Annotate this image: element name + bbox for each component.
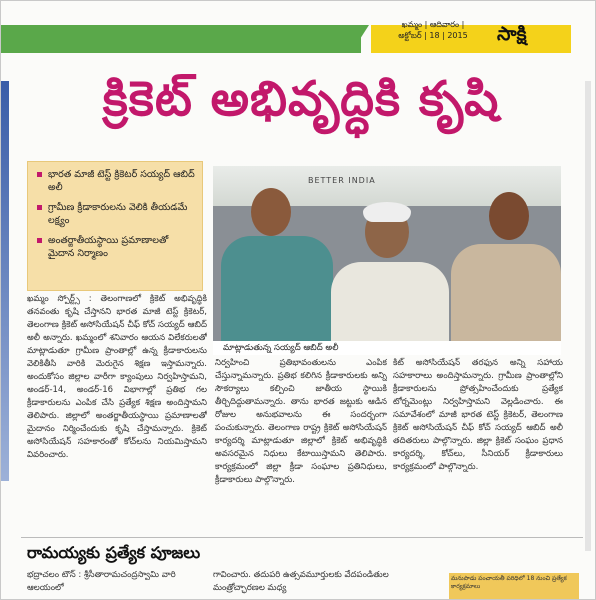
person-left bbox=[221, 236, 333, 341]
second-story-headline: రామయ్యకు ప్రత్యేక పూజలు bbox=[27, 543, 201, 562]
highlight-item: గ్రామీణ క్రీడాకారులను వెలికి తీయడమే లక్ష్యం bbox=[34, 201, 196, 227]
person-left-head bbox=[251, 188, 291, 236]
article-text: కిట్ అసోసియేషన్ తరఫున అన్ని సహాయ సహకారాలు అందిస్తామన్నారు. గ్రామీణ ప్రాంతాల్లోని క్రీడాకారులను ప్రోత్సహించేందుకు ప్రత్యేక టోర్నమెంట్లు నిర్వహిస్తామని వెల్లడించారు. ఈ సమావేశంలో మాజీ భారత టెస్ట్ క్రికెటర్, తెలంగాణ క్రికెట్ అసోసియేషన్ చీఫ్ కోచ్ సయ్యద్ ఆబిద్ అలీ తదితరులు పాల్గొన్నారు. జిల్లా క్రికెట్ సంఘం ప్రధాన కార్యదర్శి, కోచ్‌లు, సీనియర్ క్రీడాకారులు కార్యక్రమంలో పాల్గొన్నారు. bbox=[393, 358, 563, 472]
news-photo bbox=[213, 166, 561, 341]
highlight-item: భారత మాజీ టెస్ట్ క్రికెటర్ సయ్యద్ ఆబిద్ అలీ bbox=[34, 168, 196, 194]
top-bar bbox=[1, 19, 595, 59]
headline bbox=[21, 61, 581, 149]
article-column-1 bbox=[27, 293, 207, 527]
masthead-logo: సాక్షి bbox=[497, 23, 527, 45]
highlights-box bbox=[27, 161, 203, 291]
green-band-notch bbox=[351, 25, 369, 53]
dateline-line-2: అక్టోబర్ | 18 | 2015 bbox=[398, 31, 468, 40]
person-right bbox=[451, 244, 561, 341]
left-edge-strip bbox=[1, 81, 9, 481]
right-edge-strip bbox=[585, 81, 591, 551]
dateline bbox=[373, 19, 493, 41]
person-right-head bbox=[489, 192, 529, 240]
article-text: ఖమ్మం స్పోర్ట్స్ : తెలంగాణలో క్రికెట్ అభివృద్ధికి తనవంతు కృషి చేస్తానని భారత మాజీ టెస్ట్ క్రికెటర్, తెలంగాణ క్రికెట్ అసోసియేషన్ చీఫ్ కోచ్ సయ్యద్ ఆబిద్ అలీ అన్నారు. ఖమ్మంలో శనివారం ఆయన విలేకరులతో మాట్లాడుతూ గ్రామీణ ప్రాంతాల్లో ఉన్న క్రీడాకారులను వెలికితీసి వారికి మెరుగైన శిక్షణ ఇస్తామన్నారు. అందుకోసం జిల్లాల వారీగా క్యాంపులు నిర్వహిస్తామని, అండర్-14, అండర్-16 విభాగాల్లో ప్రతిభ గల క్రీడాకారులను ఎంపిక చేసి ప్రత్యేక శిక్షణ అందిస్తామని తెలిపారు. జిల్లాలో అంతర్జాతీయస్థాయి ప్రమాణాలతో మైదానం నిర్మించేందుకు కృషి చేస్తామన్నారు. క్రికెట్ అసోసియేషన్ సహకారంతో కోచ్‌లను నియమిస్తామని వివరించారు. bbox=[27, 294, 207, 460]
second-story-column-1: భద్రాచలం టౌన్ : శ్రీసీతారామచంద్రస్వామి వారి ఆలయంలో bbox=[27, 570, 176, 593]
headline-text: క్రికెట్ అభివృద్ధికి కృషి bbox=[102, 71, 500, 127]
dateline-line-1: ఖమ్మం | ఆదివారం | bbox=[401, 20, 465, 29]
green-band bbox=[1, 25, 361, 53]
notice-box: మనుపాడు పంచాయతీ పరిధిలో 18 నుంచి ప్రత్యేక కార్యక్రమాలు bbox=[449, 573, 579, 599]
article-column-2 bbox=[215, 357, 387, 537]
photo-caption: మాట్లాడుతున్న సయ్యద్ ఆబిద్ అలీ bbox=[213, 341, 561, 355]
second-story-column-2: గావించారు. తదుపరి ఉత్సవమూర్తులకు వేదపండితుల మంత్రోచ్ఛారణల మధ్య bbox=[213, 570, 389, 593]
article-column-3 bbox=[393, 357, 563, 537]
article-text: నిర్వహించి ప్రతిభావంతులను ఎంపిక చేస్తున్నామన్నారు. ప్రతిభ కలిగిన క్రీడాకారులకు అన్ని సౌకర్యాలు కల్పించి జాతీయ స్థాయికి తీర్చిదిద్దుతామన్నారు. తాను భారత జట్టుకు ఆడిన రోజుల అనుభవాలను ఈ సందర్భంగా పంచుకున్నారు. తెలంగాణ రాష్ట్ర క్రికెట్ అసోసియేషన్ కార్యదర్శి మాట్లాడుతూ జిల్లాలో క్రికెట్ అభివృద్ధికి అవసరమైన నిధులు కేటాయిస్తామని తెలిపారు. కార్యక్రమంలో జిల్లా క్రీడా సంఘాల ప్రతినిధులు, క్రీడాకారులు పాల్గొన్నారు. bbox=[215, 358, 387, 485]
banner-text: BETTER INDIA bbox=[308, 176, 376, 185]
highlight-item: అంతర్జాతీయస్థాయి ప్రమాణాలతో మైదాన నిర్మాణం bbox=[34, 234, 196, 260]
person-center bbox=[331, 262, 449, 341]
person-center-hair bbox=[363, 202, 411, 222]
section-divider bbox=[21, 537, 583, 538]
